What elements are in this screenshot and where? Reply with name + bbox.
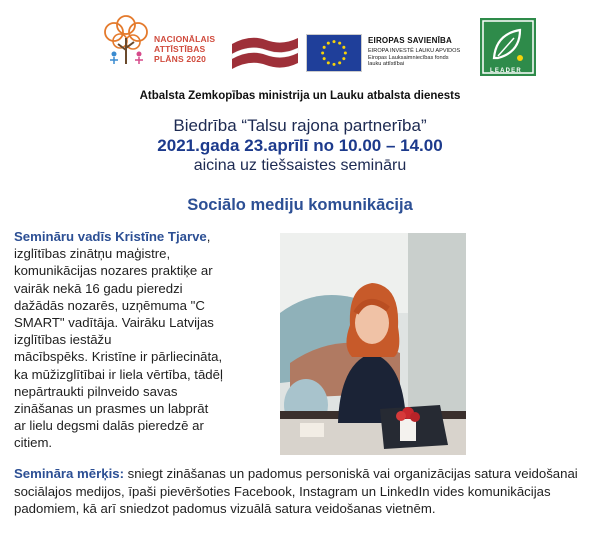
presenter-line-10: zināšanas un prasmes un labprāt [14, 401, 209, 417]
presenter-photo-illustration [280, 233, 466, 455]
presenter-line-1: izglītības zinātņu maģistre, [14, 246, 171, 262]
seminar-topic: Sociālo mediju komunikācija [187, 196, 413, 214]
logo-bar [100, 14, 540, 80]
presenter-line-7: mācībspēks. Kristīne ir pārliecināta, [14, 349, 223, 365]
goal-text: sniegt zināšanas un padomus personiskā vai organizācijas satura veidošanai sociālajos medijos, īpaši pievēršoties Facebook, Instagram un LinkedIn vides komunikācijas padomiem, kā arī sniedzot padomus vizuālā satura veidošanas vietnēm. [14, 466, 578, 517]
presenter-line-6: izglītības iestāžu [14, 332, 112, 348]
presenter-line-11: ar lielu degsmi dalās pieredzē ar [14, 418, 204, 434]
presenter-line-4: dažādās nozarēs, uzņēmuma "C [14, 297, 205, 313]
presenter-line-8: ka mūžizglītībai ir liela vērtība, tādēļ [14, 366, 223, 382]
seminar-goal [14, 465, 592, 518]
presenter-line-5: SMART" vadītāja. Vairāku Latvijas [14, 315, 214, 331]
event-date-time: 2021.gada 23.aprīlī no 10.00 – 14.00 [157, 136, 443, 155]
presenter-line-3: vairāk nekā 16 gadu pieredzi [14, 280, 183, 296]
supporter-line: Atbalsta Zemkopības ministrija un Lauku atbalsta dienests [139, 90, 461, 102]
nap-tree-logo [100, 14, 152, 68]
leader-leaf-icon [480, 18, 536, 76]
presenter-line-0: , [206, 229, 211, 244]
eu-subtitle-1: EIROPA INVESTĒ LAUKU APVIDOS [368, 48, 461, 54]
presenter-lead: Semināru vadīs Kristīne Tjarve [14, 229, 207, 244]
nap-line-2: ATTĪSTĪBAS [154, 44, 206, 54]
leader-text: LEADER [490, 68, 522, 74]
organization-title: Biedrība “Talsu rajona partnerība” [173, 116, 427, 135]
leader-logo [480, 18, 536, 76]
eu-title: EIROPAS SAVIENĪBA [368, 36, 453, 45]
nap-line-3: PLĀNS 2020 [154, 54, 207, 64]
eu-flag-logo [306, 34, 362, 72]
presenter-line-12: citiem. [14, 435, 53, 451]
goal-label: Semināra mērķis: [14, 466, 124, 481]
eu-logo-text [368, 36, 476, 68]
invitation-line: aicina uz tiešsaistes semināru [193, 157, 407, 174]
presenter-line-9: nepārtraukti pilnveido savas [14, 383, 178, 399]
nap-line-1: NACIONĀLAIS [154, 34, 216, 44]
presenter-line-2: komunikācijas nozares praktiķe ar [14, 263, 213, 279]
eu-subtitle [368, 48, 476, 68]
nap-logo-text [154, 34, 215, 64]
eu-subtitle-2: Eiropas Lauksaimniecības fonds [368, 54, 449, 61]
presenter-description [14, 228, 276, 452]
presenter-photo [280, 233, 466, 455]
latvia-flag-logo [230, 32, 300, 72]
eu-subtitle-3: lauku attīstībai [368, 61, 405, 68]
